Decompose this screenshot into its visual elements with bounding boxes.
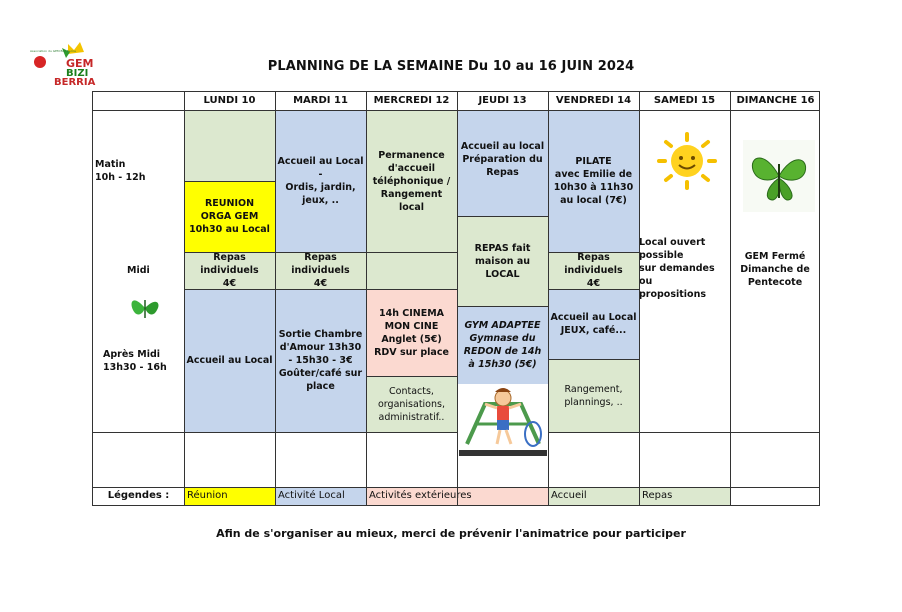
planning-table xyxy=(92,91,820,506)
grid-line xyxy=(366,376,457,377)
grid-line xyxy=(93,487,819,488)
day-header-jeudi: JEUDI 13 xyxy=(478,95,527,106)
vendredi-apres-midi: Accueil au Local JEUX, café... xyxy=(548,289,639,359)
mardi-repas: Repas individuels 4€ xyxy=(275,252,366,289)
mercredi-midi-empty xyxy=(366,252,457,289)
legend-label: Légendes : xyxy=(107,490,170,501)
grid-line xyxy=(275,92,276,505)
grid-line xyxy=(548,359,639,360)
logo-line2: BIZI xyxy=(66,68,89,79)
jeudi-gym: GYM ADAPTEE Gymnase du REDON de 14h à 15h30 (5€) xyxy=(457,306,548,384)
legend-repas: Repas xyxy=(639,487,730,505)
day-header-mercredi: MERCREDI 12 xyxy=(373,95,450,106)
grid-line xyxy=(93,432,457,433)
grid-line xyxy=(184,289,457,290)
grid-line xyxy=(366,92,367,505)
day-header-lundi: LUNDI 10 xyxy=(203,95,256,106)
lundi-matin-empty xyxy=(184,110,275,181)
grid-line xyxy=(184,181,275,182)
lundi-reunion: REUNION ORGA GEM 10h30 au Local xyxy=(184,181,275,252)
day-header-samedi: SAMEDI 15 xyxy=(653,95,716,106)
legend-activite-local: Activité Local xyxy=(275,487,366,505)
vendredi-matin: PILATE avec Emilie de 10h30 à 11h30 au local (7€) xyxy=(548,110,639,252)
day-header-dimanche: DIMANCHE 16 xyxy=(736,95,815,106)
samedi-text: Local ouvert possible sur demandes ou propositions xyxy=(639,237,715,300)
jeudi-matin: Accueil au local Préparation du Repas xyxy=(457,110,548,216)
vendredi-rangement: Rangement, plannings, .. xyxy=(548,359,639,432)
butterfly-icon xyxy=(127,292,163,324)
grid-line xyxy=(457,216,548,217)
sun-icon xyxy=(653,132,721,190)
time-midi: Midi xyxy=(127,265,150,276)
day-header-mardi: MARDI 11 xyxy=(293,95,348,106)
mardi-matin: Accueil au Local - Ordis, jardin, jeux, .. xyxy=(275,110,366,252)
grid-line xyxy=(93,110,819,111)
grid-line xyxy=(457,306,548,307)
day-header-vendredi: VENDREDI 14 xyxy=(555,95,632,106)
grid-line xyxy=(639,92,640,505)
grid-line xyxy=(548,432,819,433)
gym-child-illustration xyxy=(459,384,547,458)
grid-line xyxy=(730,92,731,505)
logo-line1: GEM xyxy=(66,57,94,70)
grid-line xyxy=(548,252,639,253)
grid-line xyxy=(548,92,549,505)
logo-small: Association du GEM Bizi Berria xyxy=(30,49,76,53)
vendredi-repas: Repas individuels 4€ xyxy=(548,252,639,289)
mercredi-contacts: Contacts, organisations, administratif.. xyxy=(366,376,457,432)
grid-line xyxy=(457,92,458,505)
time-matin: Matin 10h - 12h xyxy=(95,159,146,183)
legend-accueil: Accueil xyxy=(548,487,639,505)
grid-line xyxy=(184,92,185,505)
legend-activites-exterieures: Activités extérieures xyxy=(366,487,548,505)
time-apres-midi: Après Midi 13h30 - 16h xyxy=(103,349,167,373)
mercredi-matin: Permanence d'accueil téléphonique / Rangement local xyxy=(366,110,457,252)
mercredi-cinema: 14h CINEMA MON CINE Anglet (5€) RDV sur place xyxy=(366,289,457,376)
lundi-repas: Repas individuels 4€ xyxy=(184,252,275,289)
lundi-apres-midi: Accueil au Local xyxy=(184,289,275,432)
legend-reunion: Réunion xyxy=(184,487,275,505)
butterfly-large-icon xyxy=(743,140,815,212)
grid-line xyxy=(184,252,457,253)
logo-line3: BERRIA xyxy=(54,77,96,88)
mardi-apres-midi: Sortie Chambre d'Amour 13h30 - 15h30 - 3€ Goûter/café sur place xyxy=(275,289,366,432)
jeudi-repas: REPAS fait maison au LOCAL xyxy=(457,216,548,306)
dimanche-text: GEM Fermé Dimanche de Pentecote xyxy=(740,251,810,288)
page-title: PLANNING DE LA SEMAINE Du 10 au 16 JUIN 2024 xyxy=(267,59,635,74)
grid-line xyxy=(548,289,639,290)
footer-note: Afin de s'organiser au mieux, merci de prévenir l'animatrice pour participer xyxy=(216,527,686,540)
